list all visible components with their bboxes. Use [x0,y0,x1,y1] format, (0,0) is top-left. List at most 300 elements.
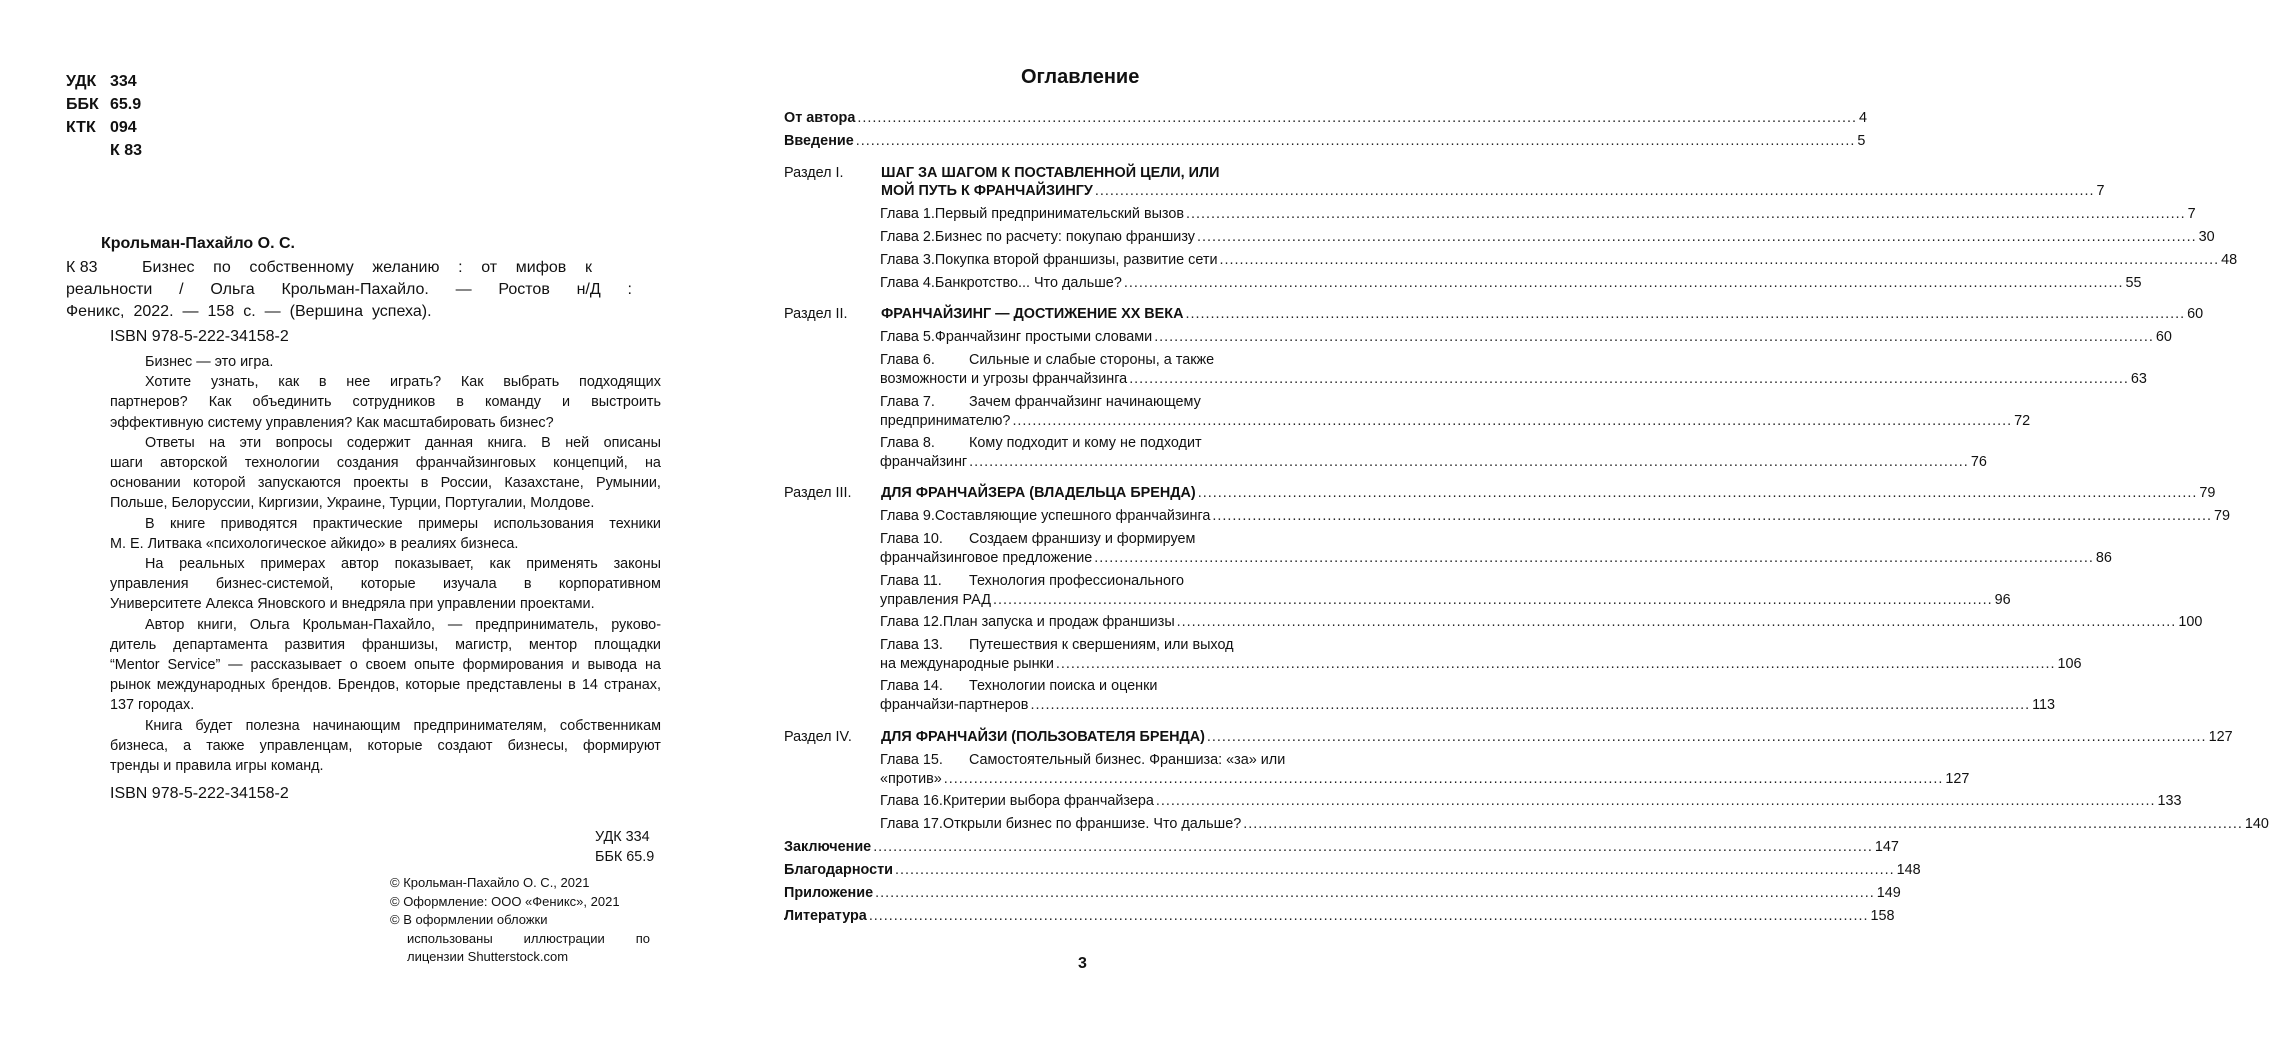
leader-dots: ........................................................................................................................................................................................................ [1197,485,2198,501]
leader-dots: ........................................................................................................................................................................................................ [1186,206,2186,222]
classification-codes-bottom [595,827,654,867]
toc-entry [784,590,2011,610]
toc-entry [784,906,1895,926]
word: будет [195,717,233,734]
section-label: Раздел I. [784,165,844,181]
chapter-label: Глава 14. [880,678,943,694]
word: объединить [252,394,332,411]
word: авторской [160,455,228,472]
chapter-title: «против» [880,771,942,787]
toc-label: Благодарности [784,862,894,878]
abstract-line [110,453,661,473]
toc-title: Оглавление [1021,66,1140,88]
word: Книга [145,717,183,734]
code-value: 65.9 [110,96,142,113]
word: также [206,737,245,754]
word: выбрать [503,374,560,391]
word: : [458,259,463,276]
word: управления [110,576,189,593]
word: вывода [587,657,638,674]
abstract-line [110,574,661,594]
chapter-title: Критерии выбора франчайзера [942,793,1154,809]
copyright-line: © Оформление: ООО «Феникс», 2021 [390,893,620,909]
isbn-top: ISBN 978-5-222-34158-2 [110,328,289,345]
word: как [489,556,511,573]
word: — [264,303,281,320]
section-title: МОЙ ПУТЬ К ФРАНЧАЙЗИНГУ [881,183,1093,199]
chapter-title: Составляющие успешного франчайзинга [934,508,1211,524]
word: которой [192,475,246,492]
section-label: Раздел IV. [784,729,852,745]
word: мифов [515,259,567,276]
toc-entry [784,181,2105,201]
word: своем [365,657,407,674]
chapter-label: Глава 2. [880,229,935,245]
chapter-label: Глава 16. [880,793,943,809]
chapter-title: Открыли бизнес по франшизе. Что дальше? [942,816,1242,832]
leader-dots: ........................................................................................................................................................................................................ [1243,816,2243,832]
chapter-title: Кому подходит и кому не подходит [969,435,1202,451]
word: бизнес-системой, [215,576,334,593]
word: успеха). [371,303,432,320]
word: показывает, [394,556,474,573]
leader-dots: ........................................................................................................................................................................................................ [1196,229,2197,245]
word: данная [425,434,474,451]
toc-page: 55 [2125,275,2142,291]
toc-label: Литература [784,908,867,924]
chapter-label: Глава 11. [880,573,942,589]
toc-entry [784,250,2238,270]
leader-dots: ........................................................................................................................................................................................................ [1129,371,2129,387]
word: (Вершина [289,303,363,320]
toc-entry [784,392,1380,412]
chapter-title: на международные рынки [880,656,1054,672]
word: реальности [66,281,153,298]
toc-page: 127 [2208,729,2233,745]
word: Как [208,394,232,411]
word: 2022. [133,303,174,320]
section-title: ФРАНЧАЙЗИНГ — ДОСТИЖЕНИЕ XX ВЕКА [881,306,1184,322]
word: Автор [145,616,185,633]
chapter-title: Франчайзинг простыми словами [934,329,1153,345]
classification-codes [66,70,142,162]
word: управленцам, [259,737,353,754]
word: Крольман-Пахайло, [302,616,436,633]
chapter-title: Бизнес по расчету: покупаю франшизу [934,229,1195,245]
chapter-title: Создаем франшизу и формируем [969,531,1196,547]
word: использованы [407,930,493,946]
leader-dots: ........................................................................................................................................................................................................ [1154,329,2154,345]
word: играть? [390,374,442,391]
word: а [183,737,192,754]
word: книги, [197,616,237,633]
abstract-line [110,433,661,453]
word: реальных [179,556,245,573]
leader-dots: ........................................................................................................................................................................................................ [1012,413,2013,429]
chapter-label: Глава 8. [880,435,935,451]
word: использования [493,515,594,532]
word: Бизнес [142,259,195,276]
word: департамента [173,636,268,653]
abstract-line: эффективную систему управления? Как масштабировать бизнес? [110,414,554,431]
leader-dots: ........................................................................................................................................................................................................ [1185,306,2186,322]
word: рынок [110,677,151,694]
bib-line [142,257,592,279]
bib-code: К 83 [66,259,98,276]
word: дитель [110,636,157,653]
chapter-title: Сильные и слабые стороны, а также [969,352,1215,368]
toc-page: 72 [2014,413,2031,429]
toc-entry [784,433,1380,453]
leader-dots: ........................................................................................................................................................................................................ [1055,656,2056,672]
chapter-title: предпринимателю? [880,413,1011,429]
chapter-title: Технологии поиска и оценки [969,678,1158,694]
leader-dots: ........................................................................................................................................................................................................ [1123,275,2124,291]
word: франшизы, [361,636,439,653]
code-key: КТК [66,119,96,136]
abstract-line: Университете Алекса Яновского и внедряла при управлении проектами. [110,596,595,613]
abstract-line: Бизнес — это игра. [145,354,274,370]
toc-label: От автора [784,110,856,126]
toc-page: 147 [1874,839,1899,855]
abstract-line [110,554,661,574]
toc-entry [784,163,1380,183]
chapter-label: Глава 9. [880,508,935,524]
leader-dots: ........................................................................................................................................................................................................ [855,133,1856,149]
section-label: Раздел II. [784,306,848,322]
word: технологии [244,455,320,472]
abstract-line [110,675,661,695]
toc-page: 79 [2214,508,2231,524]
word: шаги [110,455,143,472]
word: эти [239,434,262,451]
code-value: 334 [110,73,137,90]
word: предприниматель, [475,616,599,633]
word: — [182,303,199,320]
code-key: ББК [66,96,99,113]
word: на [209,434,226,451]
isbn-bottom: ISBN 978-5-222-34158-2 [110,785,289,802]
code-value: К 83 [110,142,143,159]
word: России, [440,475,493,492]
chapter-title: франчайзи-партнеров [880,697,1029,713]
word: собственному [249,259,354,276]
toc-page: 76 [1970,454,1987,470]
abstract-line [110,635,661,655]
word: — [455,281,472,298]
word: вопросы [275,434,333,451]
toc-entry [784,204,2196,224]
chapter-label: Глава 7. [880,394,935,410]
toc-entry [784,571,1380,591]
chapter-label: Глава 3. [880,252,935,268]
word: применять [526,556,598,573]
word: запускаются [257,475,341,492]
word: изучала [443,576,497,593]
toc-entry [784,131,1866,151]
spacer [784,181,881,201]
chapter-title: Покупка второй франшизы, развитие сети [934,252,1218,268]
word: к [584,259,592,276]
chapter-label: Глава 15. [880,752,943,768]
word: Service” [167,657,221,674]
section-title: ДЛЯ ФРАНЧАЙЗИ (ПОЛЬЗОВАТЕЛЯ БРЕНДА) [881,729,1205,745]
word: В [145,515,155,532]
toc-page: 48 [2221,252,2238,268]
toc-entry [784,529,1380,549]
word: предпринимателям, [413,717,547,734]
word: странах, [604,677,661,694]
toc-page: 5 [1857,133,1866,149]
word: выстроить [591,394,661,411]
word: 14 [581,677,598,694]
toc-entry [784,304,2204,324]
copyright-line: лицензии Shutterstock.com [407,949,569,964]
toc-entry [784,350,1380,370]
chapter-title: франчайзинговое предложение [880,550,1093,566]
word: основании [110,475,181,492]
toc-page: 86 [2095,550,2112,566]
word: Как [460,374,484,391]
word: / [179,281,184,298]
chapter-label: Глава 17. [880,816,943,832]
toc-page: 7 [2096,183,2105,199]
word: автор [341,556,379,573]
toc-entry [784,483,2216,503]
chapter-label: Глава 12. [880,614,943,630]
section-label: Раздел III. [784,485,852,501]
chapter-title: франчайзинг [880,454,968,470]
toc-entry [784,837,1899,857]
word: практические [312,515,403,532]
toc-page: 100 [2178,614,2203,630]
chapter-title: Технология профессионального [969,573,1184,589]
toc-page: 140 [2244,816,2269,832]
chapter-title: Самостоятельный бизнес. Франшиза: «за» или [969,752,1286,768]
toc-page: 127 [1945,771,1970,787]
chapter-title: План запуска и продаж франшизы [942,614,1175,630]
word: начинающим [312,717,401,734]
word: Румынии, [596,475,661,492]
toc-page: 79 [2199,485,2216,501]
toc-entry [784,369,2147,389]
chapter-label: Глава 1. [880,206,935,222]
toc-entry [784,750,1380,770]
toc-label: Заключение [784,839,872,855]
leader-dots: ........................................................................................................................................................................................................ [1030,697,2031,713]
word: от [481,259,498,276]
word: книге [170,515,206,532]
book-abstract [110,352,661,776]
toc-entry [784,635,1380,655]
abstract-line [110,473,661,493]
word: ней [565,434,590,451]
word: нее [346,374,371,391]
abstract-line [110,655,661,675]
toc-entry [784,883,1901,903]
toc-label: Введение [784,133,854,149]
chapter-title: Зачем франчайзинг начинающему [969,394,1201,410]
toc-label: Приложение [784,885,874,901]
word: Ростов [498,281,550,298]
word: бизнеса, [110,737,169,754]
word: техники [609,515,661,532]
code-value: 094 [110,119,137,136]
word: международных [156,677,266,694]
abstract-line [110,392,661,412]
abstract-line [110,372,661,392]
toc-page: 96 [1994,592,2011,608]
word: н/Д [576,281,601,298]
chapter-label: Глава 4. [880,275,935,291]
leader-dots: ........................................................................................................................................................................................................ [1206,729,2207,745]
leader-dots: ........................................................................................................................................................................................................ [1212,508,2213,524]
code-key [66,139,110,162]
word: — [228,657,243,674]
word: В [541,434,551,451]
word: приводятся [220,515,298,532]
copyright-line: © Крольман-Пахайло О. С., 2021 [390,875,590,890]
toc-entry [784,695,2056,715]
word: собственникам [559,717,661,734]
word: Крольман-Пахайло. [281,281,429,298]
word: Брендов, [337,677,400,694]
word: создают [437,737,493,754]
leader-dots: ........................................................................................................................................................................................................ [1176,614,2177,630]
word: рассказывает [250,657,342,674]
word: : [627,281,632,298]
word: которые [360,576,416,593]
toc-entry [784,860,1921,880]
word: создания [336,455,399,472]
toc-entry [784,548,2112,568]
leader-dots: ........................................................................................................................................................................................................ [895,862,1895,878]
toc-page: 106 [2057,656,2082,672]
code-row [66,116,142,139]
word: которые [405,677,461,694]
word: иллюстрации [523,930,605,946]
word: подходящих [579,374,661,391]
leader-dots: ........................................................................................................................................................................................................ [875,885,1875,901]
abstract-line [110,716,661,736]
abstract-line: 137 городах. [110,697,195,714]
word: в [568,677,576,694]
word: формируют [583,737,661,754]
leader-dots: ........................................................................................................................................................................................................ [943,771,1944,787]
leader-dots: ........................................................................................................................................................................................................ [1155,793,2156,809]
word: развития [284,636,346,653]
toc-entry [784,654,2082,674]
toc-entry [784,676,1380,696]
copyright-line: © В оформлении обложки [390,912,548,927]
word: 158 [207,303,235,320]
author-name: Крольман-Пахайло О. С. [101,235,295,252]
toc-entry [784,411,2031,431]
chapter-title: Первый предпринимательский вызов [934,206,1185,222]
word: формирования [462,657,564,674]
word: с. [243,303,256,320]
word: примерах [260,556,326,573]
word: партнеров? [110,394,188,411]
word: Ответы [145,434,195,451]
abstract-line [110,615,661,635]
bib-line [66,279,632,301]
word: “Mentor [110,657,160,674]
page-number: 3 [1078,955,1087,972]
word: концепций, [553,455,628,472]
word: книга. [487,434,527,451]
toc-page: 149 [1876,885,1901,901]
word: в [318,374,327,391]
copyright-block [390,874,650,967]
leader-dots: ........................................................................................................................................................................................................ [1219,252,2220,268]
toc-entry [784,727,2233,747]
word: на [644,455,661,472]
word: примеры [418,515,479,532]
leader-dots: ........................................................................................................................................................................................................ [992,592,1993,608]
chapter-title: управления РАД [880,592,991,608]
word: по [213,259,231,276]
copyright-line [390,930,650,949]
word: Хотите [145,374,192,391]
leader-dots: ........................................................................................................................................................................................................ [1094,183,2095,199]
word: Казахстане, [504,475,584,492]
code-row [66,139,142,162]
toc-page: 60 [2187,306,2204,322]
word: и [571,657,580,674]
section-title: ШАГ ЗА ШАГОМ К ПОСТАВЛЕННОЙ ЦЕЛИ, ИЛИ [881,165,1220,181]
chapter-label: Глава 10. [880,531,943,547]
chapter-label: Глава 13. [880,637,943,653]
word: франчайзинговых [415,455,536,472]
word: На [145,556,164,573]
word: в [420,475,429,492]
leader-dots: ........................................................................................................................................................................................................ [873,839,1873,855]
toc-page: 113 [2032,697,2056,713]
word: содержит [346,434,411,451]
word: брендов. [271,677,332,694]
chapter-label: Глава 5. [880,329,935,345]
word: опыте [414,657,455,674]
toc-page: 148 [1896,862,1921,878]
code-row [66,93,142,116]
word: сотрудников [352,394,436,411]
bib-line [66,301,632,323]
word: руково- [611,616,661,633]
leader-dots: ........................................................................................................................................................................................................ [857,110,1857,126]
word: Ольга [210,281,255,298]
word: узнать, [210,374,259,391]
toc-page: 7 [2187,206,2196,222]
abstract-line: М. Е. Литвака «психологическое айкидо» в реалиях бизнеса. [110,535,519,552]
chapter-title: возможности и угрозы франчайзинга [880,371,1128,387]
toc-entry [784,327,2172,347]
word: в [523,576,532,593]
chapter-title: Банкротство... Что дальше? [934,275,1122,291]
code-line: ББК 65.9 [595,849,655,865]
toc-page: 158 [1870,908,1895,924]
word: по [635,930,650,946]
section-title: ДЛЯ ФРАНЧАЙЗЕРА (ВЛАДЕЛЬЦА БРЕНДА) [881,485,1196,501]
toc-page: 63 [2130,371,2147,387]
word: представлены [466,677,562,694]
word: Ольга [249,616,290,633]
toc-entry [784,791,2182,811]
word: о [349,657,358,674]
toc-entry [784,108,1867,128]
toc-entry [784,612,2203,632]
toc-entry [784,506,2231,526]
